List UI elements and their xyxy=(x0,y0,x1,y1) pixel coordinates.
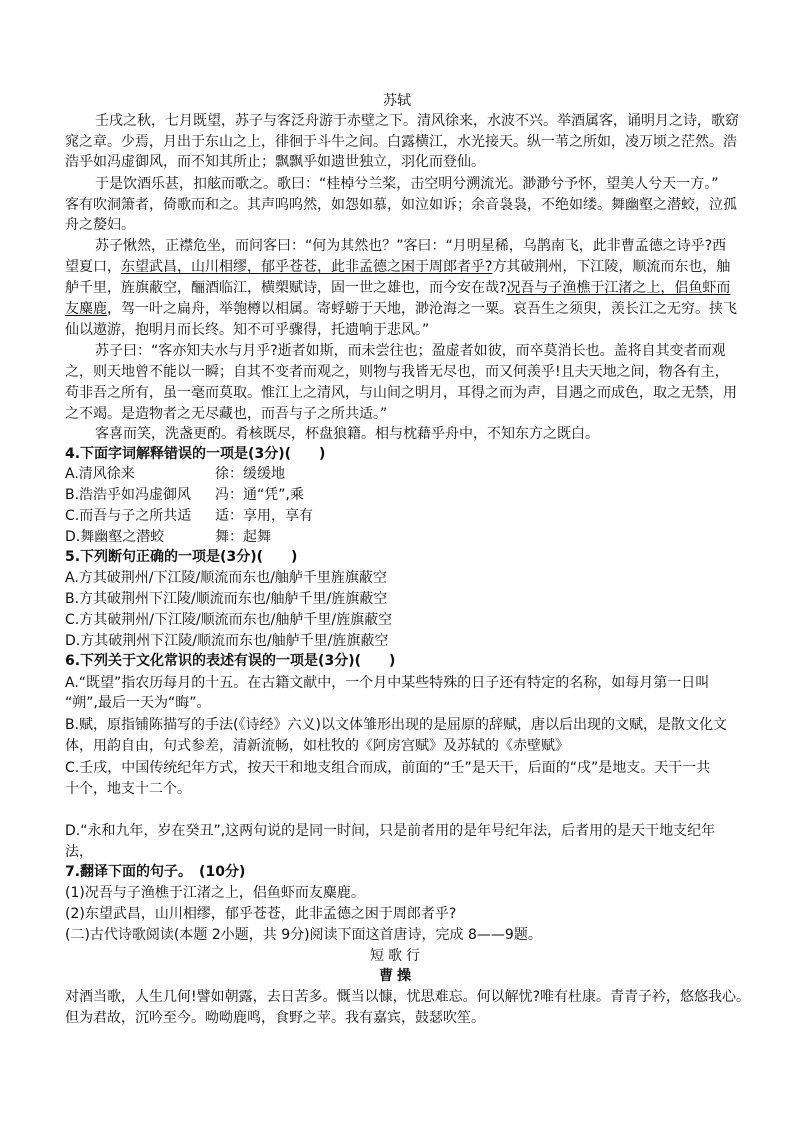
passage-line: 苏子曰：“客亦知夫水与月乎?逝者如斯，而未尝往也；盈虚者如彼，而卒莫消长也。盖将自其变者而观 xyxy=(95,343,726,359)
q6-option-c: C.壬戌，中国传统纪年方式，按天干和地支组合而成，前面的“壬”是天干，后面的“戌”是地支。天干一共 xyxy=(65,760,711,776)
poem-author: 曹操 xyxy=(379,968,415,984)
passage-line: 客有吹洞箫者，倚歌而和之。其声呜呜然，如怨如慕，如泣如诉；余音袅袅，不绝如缕。舞幽壑之潜蛟，泣孤 xyxy=(65,197,737,213)
passage-line: 之不竭。是造物者之无尽藏也，而吾与子之所共适。” xyxy=(65,406,388,422)
underlined-sentence: 友麋鹿 xyxy=(65,301,107,317)
poem-line: 但为君故，沉吟至今。呦呦鹿鸣，食野之苹。我有嘉宾，鼓瑟吹笙。 xyxy=(65,1010,485,1026)
underlined-sentence: 况吾与子渔樵于江渚之上，侣鱼虾而 xyxy=(506,280,731,296)
passage-text: 舻千里，旌旗蔽空，酾酒临江，横槊赋诗，固一世之雄也，而今安在哉? xyxy=(65,280,507,296)
q4-option-a-gloss: 徐：缓缓地 xyxy=(215,466,285,482)
passage-text: ，驾一叶之扁舟，举匏樽以相属。寄蜉蝣于天地，渺沧海之一粟。哀吾生之须臾，羡长江之无穷。挟飞 xyxy=(107,301,737,317)
passage-line: 客喜而笑，洗盏更酌。肴核既尽，杯盘狼籍。相与枕藉乎舟中，不知东方之既白。 xyxy=(95,426,599,442)
passage-line: 窕之章。少焉，月出于东山之上，徘徊于斗牛之间。白露横江，水光接天。纵一苇之所如，凌万顷之茫然。浩 xyxy=(65,134,737,150)
passage-line: 壬戌之秋，七月既望，苏子与客泛舟游于赤壁之下。清风徐来，水波不兴。举酒属客，诵明月之诗，歌窈 xyxy=(95,113,739,129)
q6-option-d-cont: 法， xyxy=(65,844,93,860)
passage-line: 苟非吾之所有，虽一毫而莫取。惟江上之清风，与山间之明月，耳得之而为声，目遇之而成色，取之无禁，用 xyxy=(65,385,737,401)
poem-line: 对酒当歌，人生几何!譬如朝露，去日苦多。慨当以慷，忧思难忘。何以解忧?唯有杜康。青青子衿，悠悠我心。 xyxy=(65,989,751,1005)
question-5-stem: 5.下列断句正确的一项是(3分)( ) xyxy=(65,549,298,565)
passage-line: 于是饮酒乐甚，扣舷而歌之。歌曰：“桂棹兮兰桨，击空明兮溯流光。渺渺兮予怀，望美人兮天一方。” xyxy=(95,176,719,192)
question-6-stem: 6.下列关于文化常识的表述有误的一项是(3分)( ) xyxy=(65,653,396,669)
q7-sentence-2: (2)东望武昌，山川相缪，郁乎苍苍，此非孟德之困于周郎者乎? xyxy=(65,906,457,922)
q4-option-d: D.舞幽壑之潜蛟 xyxy=(65,529,165,545)
passage-line: 仙以遨游，抱明月而长终。知不可乎骤得，托遗响于悲风。” xyxy=(65,322,430,338)
q7-sentence-1: (1)况吾与子渔樵于江渚之上，侣鱼虾而友麋鹿。 xyxy=(65,885,365,901)
q4-option-a xyxy=(65,465,135,483)
q6-option-b: B.赋，原指铺陈描写的手法(《诗经》六义)以文体雏形出现的是屈原的辞赋，唐以后出现的文赋，是散文化文 xyxy=(65,717,727,733)
q5-option-c: C.方其破荆州/下江陵/顺流而东也/舳舻千里/旌旗蔽空 xyxy=(65,612,393,628)
option-term: A.清风徐来 xyxy=(65,466,135,482)
section-2-heading: (二)古代诗歌阅读(本题 2小题，共 9分)阅读下面这首唐诗，完成 8——9题。 xyxy=(65,927,542,943)
passage-line: 浩乎如冯虚御风，而不知其所止；飘飘乎如遗世独立，羽化而登仙。 xyxy=(65,154,485,170)
q6-option-a: A.“既望”指农历每月的十五。在古籍文献中，一个月中某些特殊的日子还有特定的名称，如每月第一日叫 xyxy=(65,675,710,691)
passage-line: 苏子愀然，正襟危坐，而问客曰：“何为其然也？”客曰：“月明星稀，乌鹊南飞，此非曹孟德之诗乎?西 xyxy=(95,238,727,254)
passage-line xyxy=(65,300,737,318)
q5-option-d: D.方其破荆州下江陵/顺流而东也/舳舻千里/旌旗蔽空 xyxy=(65,633,389,649)
passage-text: 望夏口， xyxy=(65,259,121,275)
q6-option-d: D.“永和九年，岁在癸丑”,这两句说的是同一时间，只是前者用的是年号纪年法，后者用的是天干地支纪年 xyxy=(65,823,716,839)
poem-title: 短歌行 xyxy=(370,948,424,964)
q5-option-a: A.方其破荆州/下江陵/顺流而东也/舳舻千里旌旗蔽空 xyxy=(65,570,387,586)
question-7-stem: 7.翻译下面的句子。 (10分) xyxy=(65,864,246,880)
q6-option-b-cont: 体，用韵自由，句式参差，清新流畅，如杜牧的《阿房宫赋》及苏轼的《赤壁赋》 xyxy=(65,738,569,754)
passage-line xyxy=(65,279,730,297)
q4-option-c: C.而吾与子之所共适 xyxy=(65,508,192,524)
author-title: 苏轼 xyxy=(383,93,411,109)
q6-option-c-cont: 十个，地支十二个。 xyxy=(65,781,191,797)
question-4-stem: 4.下面字词解释错误的一项是(3分)( ) xyxy=(65,446,326,462)
underlined-sentence: 东望武昌，山川相缪，郁乎苍苍，此非孟德之困于周郎者乎? xyxy=(121,259,493,275)
passage-line xyxy=(65,258,730,276)
q4-option-d-gloss: 舞：起舞 xyxy=(215,529,271,545)
passage-text: 方其破荆州，下江陵，顺流而东也，舳 xyxy=(492,259,731,275)
q4-option-c-gloss: 适：享用，享有 xyxy=(215,508,313,524)
passage-line: 之，则天地曾不能以一瞬；自其不变者而观之，则物与我皆无尽也，而又何羡乎!且夫天地之间，物各有主， xyxy=(65,364,729,380)
q5-option-b: B.方其破荆州下江陵/顺流而东也/舳舻千里/旌旗蔽空 xyxy=(65,591,388,607)
q6-option-a-cont: “朔”,最后一天为“晦”。 xyxy=(65,695,211,711)
q4-option-b: B.浩浩乎如冯虚御风 xyxy=(65,487,192,503)
passage-line: 舟之嫠妇。 xyxy=(65,217,135,233)
q4-option-b-gloss: 冯：通“凭”,乘 xyxy=(215,487,304,503)
